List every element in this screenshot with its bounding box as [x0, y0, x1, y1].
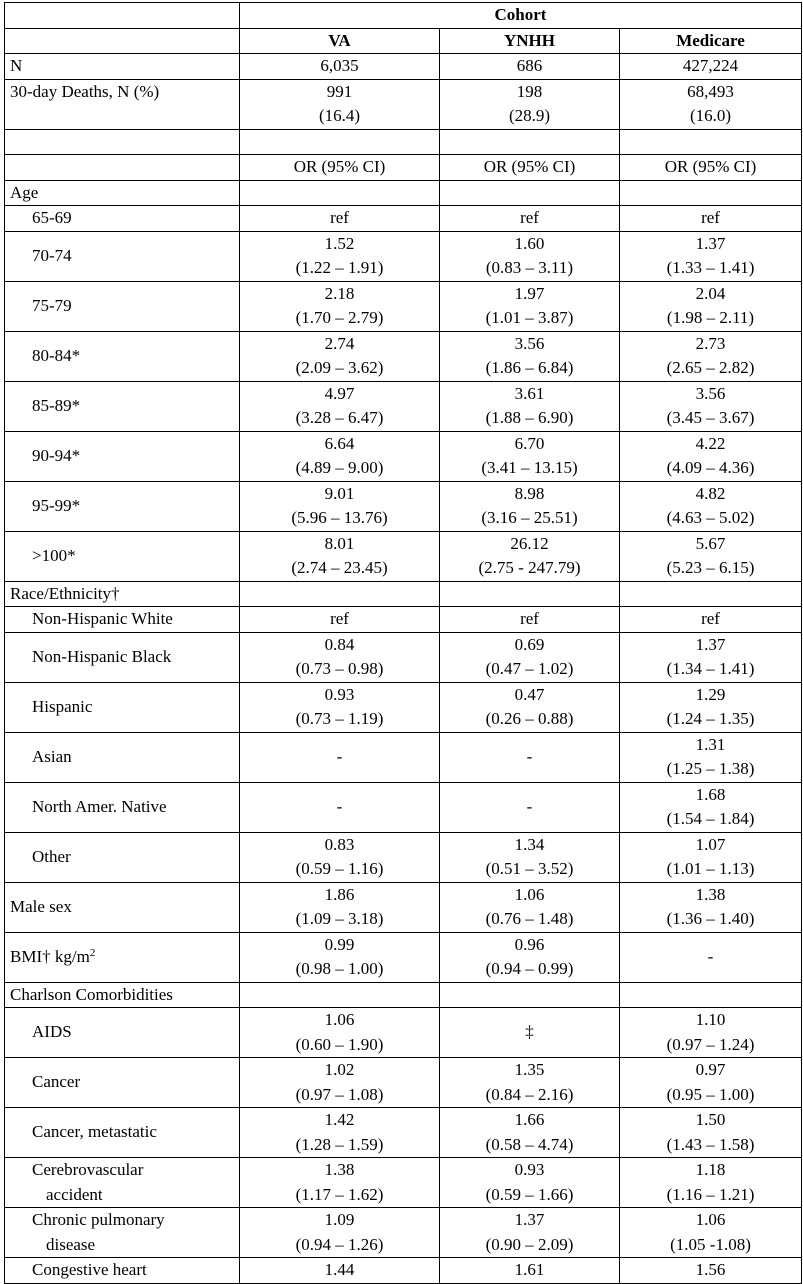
column-header-ynhh: YNHH: [440, 28, 620, 54]
odds-ratio: 3.56: [514, 333, 545, 353]
row-label-text: 90-94*: [32, 445, 81, 465]
ref-value: ref: [240, 206, 440, 232]
row-label-text: 95-99*: [32, 495, 81, 515]
row-label-text: Other: [32, 846, 71, 866]
confidence-interval: (0.95 – 1.00): [666, 1084, 755, 1104]
empty-cell: [440, 180, 620, 206]
row-label: [5, 682, 240, 732]
odds-ratio: 0.97: [695, 1060, 726, 1079]
confidence-interval: (0.58 – 4.74): [485, 1134, 574, 1154]
odds-ratio: 1.37: [514, 1210, 545, 1229]
odds-ratio: 1.52: [324, 233, 355, 253]
odds-ratio: 1.97: [514, 283, 545, 303]
data-row: [5, 732, 802, 782]
race-section-row: [5, 581, 802, 607]
confidence-interval: (1.25 – 1.38): [666, 759, 755, 778]
odds-ratio: 4.22: [695, 433, 726, 453]
data-row: [5, 331, 802, 381]
single-value: -: [336, 796, 343, 816]
value-cell: [440, 632, 620, 682]
confidence-interval: (1.43 – 1.58): [666, 1134, 755, 1154]
count-value: 198: [516, 81, 543, 101]
section-label: Charlson Comorbidities: [5, 982, 240, 1008]
confidence-interval: (0.98 – 1.00): [295, 959, 384, 978]
confidence-interval: (5.96 – 13.76): [291, 508, 388, 527]
value-cell: [440, 231, 620, 281]
odds-ratio: 2.04: [695, 283, 726, 303]
confidence-interval: (0.51 – 3.52): [485, 859, 574, 878]
odds-ratio: 0.69: [514, 634, 545, 654]
row-label: [5, 932, 240, 982]
confidence-interval: (1.34 – 1.41): [666, 659, 755, 678]
empty-cell: [440, 129, 620, 155]
confidence-interval: (0.26 – 0.88): [485, 709, 574, 728]
empty-cell: [240, 581, 440, 607]
confidence-interval: (1.88 – 6.90): [485, 408, 574, 427]
data-row: [5, 682, 802, 732]
data-row: [5, 481, 802, 531]
row-label-text: 80-84*: [32, 345, 81, 365]
value-cell: [240, 1058, 440, 1108]
row-label-line: Cerebrovascular: [32, 1160, 144, 1179]
age-section-row: [5, 180, 802, 206]
column-header-medicare: Medicare: [620, 28, 802, 54]
row-label: [5, 381, 240, 431]
value-cell: [620, 782, 802, 832]
value-cell: [240, 481, 440, 531]
row-label: 65-69: [5, 206, 240, 232]
value-cell: [440, 832, 620, 882]
row-label: [5, 231, 240, 281]
row-label-text: AIDS: [32, 1022, 72, 1042]
confidence-interval: (3.45 – 3.67): [666, 408, 755, 427]
odds-ratio: 8.01: [324, 533, 355, 553]
odds-ratio: 1.61: [440, 1258, 620, 1284]
value-cell: 686: [440, 54, 620, 80]
odds-ratio: 1.06: [324, 1010, 355, 1029]
charlson-section-row: [5, 982, 802, 1008]
confidence-interval: (2.65 – 2.82): [666, 358, 755, 377]
single-value: ‡: [525, 1022, 534, 1042]
single-value: -: [707, 946, 714, 966]
value-cell: [440, 782, 620, 832]
empty-cell: [240, 982, 440, 1008]
value-cell: [620, 231, 802, 281]
value-cell: 427,224: [620, 54, 802, 80]
row-label: [5, 732, 240, 782]
odds-ratio: 9.01: [324, 483, 355, 503]
row-label: [5, 1158, 240, 1208]
or-ci-header: OR (95% CI): [240, 155, 440, 181]
value-cell: [440, 1108, 620, 1158]
empty-cell: [620, 180, 802, 206]
empty-cell: [240, 180, 440, 206]
data-row: [5, 1058, 802, 1108]
odds-ratio: 1.18: [695, 1160, 726, 1179]
odds-ratio: 1.42: [324, 1110, 355, 1129]
odds-ratio: 1.06: [695, 1210, 726, 1229]
row-label-text: Male sex: [10, 896, 72, 916]
value-cell: 6,035: [240, 54, 440, 80]
value-cell: [620, 79, 802, 129]
confidence-interval: (1.24 – 1.35): [666, 709, 755, 728]
deaths-row: [5, 79, 802, 129]
header-blank-cell: [5, 3, 240, 29]
data-row: [5, 531, 802, 581]
single-value: -: [336, 746, 343, 766]
value-cell: [240, 832, 440, 882]
value-cell: [440, 932, 620, 982]
count-value: 68,493: [687, 81, 734, 101]
row-label: [5, 782, 240, 832]
odds-ratio: 1.38: [695, 884, 726, 904]
value-cell: [620, 932, 802, 982]
odds-ratio: 0.47: [514, 684, 545, 704]
confidence-interval: (3.16 – 25.51): [481, 508, 578, 527]
odds-ratio-table: [4, 2, 802, 1284]
or-ci-header: OR (95% CI): [620, 155, 802, 181]
data-row: [5, 1008, 802, 1058]
value-cell: [620, 481, 802, 531]
reference-row: [5, 607, 802, 633]
confidence-interval: (2.74 – 23.45): [291, 558, 388, 577]
value-cell: [620, 381, 802, 431]
odds-ratio: 1.09: [324, 1210, 355, 1229]
value-cell: [240, 331, 440, 381]
row-label: [5, 431, 240, 481]
value-cell: [620, 281, 802, 331]
value-cell: [240, 281, 440, 331]
male-sex-row: [5, 882, 802, 932]
data-row: [5, 1208, 802, 1258]
odds-ratio: 1.06: [514, 884, 545, 904]
odds-ratio: 1.50: [695, 1110, 726, 1129]
odds-ratio: 8.98: [514, 483, 545, 503]
confidence-interval: (1.01 – 3.87): [485, 308, 574, 327]
value-cell: [620, 1208, 802, 1258]
value-cell: [240, 231, 440, 281]
confidence-interval: (0.76 – 1.48): [485, 909, 574, 928]
value-cell: [620, 882, 802, 932]
odds-ratio: 0.84: [324, 634, 355, 654]
value-cell: [440, 1008, 620, 1058]
odds-ratio: 0.99: [324, 934, 355, 954]
empty-row: [5, 129, 802, 155]
header-columns-row: [5, 28, 802, 54]
empty-cell: [5, 155, 240, 181]
odds-ratio: 6.64: [324, 433, 355, 453]
value-cell: [240, 381, 440, 431]
row-label-text: 75-79: [32, 295, 72, 315]
value-cell: [240, 79, 440, 129]
row-label-text: 70-74: [32, 245, 72, 265]
confidence-interval: (1.98 – 2.11): [666, 308, 755, 327]
value-cell: [440, 1058, 620, 1108]
single-value: -: [526, 796, 533, 816]
data-row: [5, 632, 802, 682]
odds-ratio: 1.02: [324, 1060, 355, 1079]
row-label: [5, 331, 240, 381]
column-header-va: VA: [240, 28, 440, 54]
value-cell: [240, 1208, 440, 1258]
odds-ratio: 1.86: [324, 884, 355, 904]
row-label: [5, 531, 240, 581]
data-row: [5, 381, 802, 431]
data-row: [5, 231, 802, 281]
row-label-line: Chronic pulmonary: [32, 1210, 165, 1229]
odds-ratio: 5.67: [695, 533, 726, 553]
odds-ratio: 1.34: [514, 834, 545, 854]
empty-cell: [620, 129, 802, 155]
odds-ratio: 1.60: [514, 233, 545, 253]
row-label: [5, 1058, 240, 1108]
odds-ratio: 4.97: [324, 383, 355, 403]
row-label: [5, 1208, 240, 1258]
value-cell: [440, 281, 620, 331]
ref-value: ref: [620, 206, 802, 232]
row-label: 30-day Deaths, N (%): [5, 79, 240, 129]
row-label-text: Asian: [32, 746, 72, 766]
confidence-interval: (0.97 – 1.24): [666, 1034, 755, 1054]
odds-ratio: 1.07: [695, 834, 726, 854]
odds-ratio: 1.68: [695, 784, 726, 804]
row-label: Non-Hispanic White: [5, 607, 240, 633]
confidence-interval: (1.22 – 1.91): [295, 258, 384, 277]
odds-ratio: 1.37: [695, 233, 726, 253]
confidence-interval: (0.94 – 1.26): [295, 1234, 384, 1254]
or-ci-header: OR (95% CI): [440, 155, 620, 181]
data-row: [5, 1158, 802, 1208]
value-cell: [240, 431, 440, 481]
odds-ratio: 6.70: [514, 433, 545, 453]
congestive-heart-row: [5, 1258, 802, 1284]
row-label-text: BMI† kg/m: [10, 946, 90, 966]
percent-value: (16.4): [318, 106, 361, 125]
value-cell: [620, 632, 802, 682]
value-cell: [240, 1158, 440, 1208]
value-cell: [620, 331, 802, 381]
row-label: N: [5, 54, 240, 80]
ref-value: ref: [620, 607, 802, 633]
odds-ratio: 0.96: [514, 934, 545, 954]
value-cell: [440, 732, 620, 782]
empty-cell: [5, 129, 240, 155]
single-value: -: [526, 746, 533, 766]
ref-value: ref: [440, 206, 620, 232]
row-label: [5, 1008, 240, 1058]
value-cell: [620, 682, 802, 732]
data-row: [5, 281, 802, 331]
row-label: [5, 1108, 240, 1158]
row-label: [5, 281, 240, 331]
confidence-interval: (0.90 – 2.09): [485, 1234, 574, 1254]
value-cell: [620, 431, 802, 481]
row-label-text: Non-Hispanic Black: [32, 646, 172, 666]
value-cell: [240, 632, 440, 682]
section-label: Race/Ethnicity†: [5, 581, 240, 607]
confidence-interval: (1.01 – 1.13): [666, 859, 755, 878]
odds-ratio: 2.73: [695, 333, 726, 353]
odds-ratio: 0.93: [324, 684, 355, 704]
superscript: 2: [89, 946, 96, 959]
confidence-interval: (1.16 – 1.21): [666, 1184, 755, 1204]
value-cell: [440, 79, 620, 129]
value-cell: [240, 682, 440, 732]
empty-cell: [440, 982, 620, 1008]
value-cell: [440, 481, 620, 531]
value-cell: [620, 1108, 802, 1158]
confidence-interval: (1.17 – 1.62): [295, 1184, 384, 1204]
ref-value: ref: [440, 607, 620, 633]
row-label-text: 85-89*: [32, 395, 81, 415]
row-label-line: accident: [46, 1184, 103, 1204]
confidence-interval: (1.86 – 6.84): [485, 358, 574, 377]
odds-ratio: 1.37: [695, 634, 726, 654]
value-cell: [440, 431, 620, 481]
value-cell: [440, 882, 620, 932]
value-cell: [240, 531, 440, 581]
confidence-interval: (5.23 – 6.15): [666, 558, 755, 577]
value-cell: [440, 682, 620, 732]
odds-ratio: 1.31: [695, 734, 726, 754]
count-value: 991: [326, 81, 353, 101]
row-label-text: North Amer. Native: [32, 796, 167, 816]
data-row: [5, 832, 802, 882]
odds-ratio: 1.10: [695, 1010, 726, 1029]
confidence-interval: (0.60 – 1.90): [295, 1034, 384, 1054]
odds-ratio: 0.83: [324, 834, 355, 854]
value-cell: [440, 1158, 620, 1208]
odds-ratio: 3.61: [514, 383, 545, 403]
value-cell: [620, 1158, 802, 1208]
confidence-interval: (0.97 – 1.08): [295, 1084, 384, 1104]
row-label-text: Cancer: [32, 1072, 81, 1092]
odds-ratio: 2.18: [324, 283, 355, 303]
row-label: [5, 832, 240, 882]
or-header-row: [5, 155, 802, 181]
cohort-header: Cohort: [240, 3, 802, 29]
confidence-interval: (4.09 – 4.36): [666, 458, 755, 477]
value-cell: [240, 882, 440, 932]
value-cell: [620, 832, 802, 882]
value-cell: [240, 932, 440, 982]
confidence-interval: (1.36 – 1.40): [666, 909, 755, 928]
odds-ratio: 1.66: [514, 1110, 545, 1129]
confidence-interval: (0.84 – 2.16): [485, 1084, 574, 1104]
confidence-interval: (0.94 – 0.99): [485, 959, 574, 978]
reference-row: [5, 206, 802, 232]
odds-ratio: 1.29: [695, 684, 726, 704]
row-label-text: >100*: [32, 545, 76, 565]
confidence-interval: (1.05 -1.08): [670, 1234, 751, 1254]
confidence-interval: (2.09 – 3.62): [295, 358, 384, 377]
confidence-interval: (1.70 – 2.79): [295, 308, 384, 327]
confidence-interval: (0.59 – 1.16): [295, 859, 384, 878]
data-row: [5, 1108, 802, 1158]
row-label-text: Hispanic: [32, 696, 93, 716]
value-cell: [620, 1008, 802, 1058]
ref-value: ref: [240, 607, 440, 633]
n-row: [5, 54, 802, 80]
odds-ratio: 2.74: [324, 333, 355, 353]
value-cell: [240, 1008, 440, 1058]
value-cell: [620, 1058, 802, 1108]
row-label-line: disease: [46, 1234, 96, 1254]
row-label: [5, 481, 240, 531]
header-cohort-row: [5, 3, 802, 29]
row-label-text: Cancer, metastatic: [32, 1122, 157, 1142]
odds-ratio: 3.56: [695, 383, 726, 403]
row-label: Congestive heart: [5, 1258, 240, 1284]
confidence-interval: (0.73 – 0.98): [295, 659, 384, 678]
value-cell: [240, 1108, 440, 1158]
value-cell: [440, 531, 620, 581]
confidence-interval: (0.59 – 1.66): [485, 1184, 574, 1204]
confidence-interval: (2.75 - 247.79): [478, 558, 581, 577]
odds-ratio: 1.44: [240, 1258, 440, 1284]
header-blank-cell: [5, 28, 240, 54]
value-cell: [240, 732, 440, 782]
odds-ratio: 1.56: [620, 1258, 802, 1284]
confidence-interval: (0.73 – 1.19): [295, 709, 384, 728]
row-label: [5, 882, 240, 932]
confidence-interval: (0.47 – 1.02): [485, 659, 574, 678]
odds-ratio: 26.12: [510, 533, 549, 553]
bmi-row: [5, 932, 802, 982]
confidence-interval: (1.28 – 1.59): [295, 1134, 384, 1154]
confidence-interval: (4.89 – 9.00): [295, 458, 384, 477]
value-cell: [240, 782, 440, 832]
section-label: Age: [5, 180, 240, 206]
value-cell: [620, 732, 802, 782]
value-cell: [440, 1208, 620, 1258]
empty-cell: [620, 581, 802, 607]
odds-ratio: 0.93: [514, 1160, 545, 1179]
odds-ratio: 1.35: [514, 1060, 545, 1079]
odds-ratio: 4.82: [695, 483, 726, 503]
data-row: [5, 782, 802, 832]
empty-cell: [620, 982, 802, 1008]
confidence-interval: (0.83 – 3.11): [485, 258, 574, 277]
value-cell: [440, 331, 620, 381]
percent-value: (28.9): [508, 106, 551, 125]
empty-cell: [440, 581, 620, 607]
confidence-interval: (4.63 – 5.02): [666, 508, 755, 527]
confidence-interval: (1.33 – 1.41): [666, 258, 755, 277]
confidence-interval: (1.54 – 1.84): [666, 809, 755, 828]
value-cell: [620, 531, 802, 581]
odds-ratio: 1.38: [324, 1160, 355, 1179]
percent-value: (16.0): [689, 106, 732, 125]
confidence-interval: (3.41 – 13.15): [481, 458, 578, 477]
confidence-interval: (3.28 – 6.47): [295, 408, 384, 427]
data-row: [5, 431, 802, 481]
confidence-interval: (1.09 – 3.18): [295, 909, 384, 928]
row-label: [5, 632, 240, 682]
value-cell: [440, 381, 620, 431]
empty-cell: [240, 129, 440, 155]
